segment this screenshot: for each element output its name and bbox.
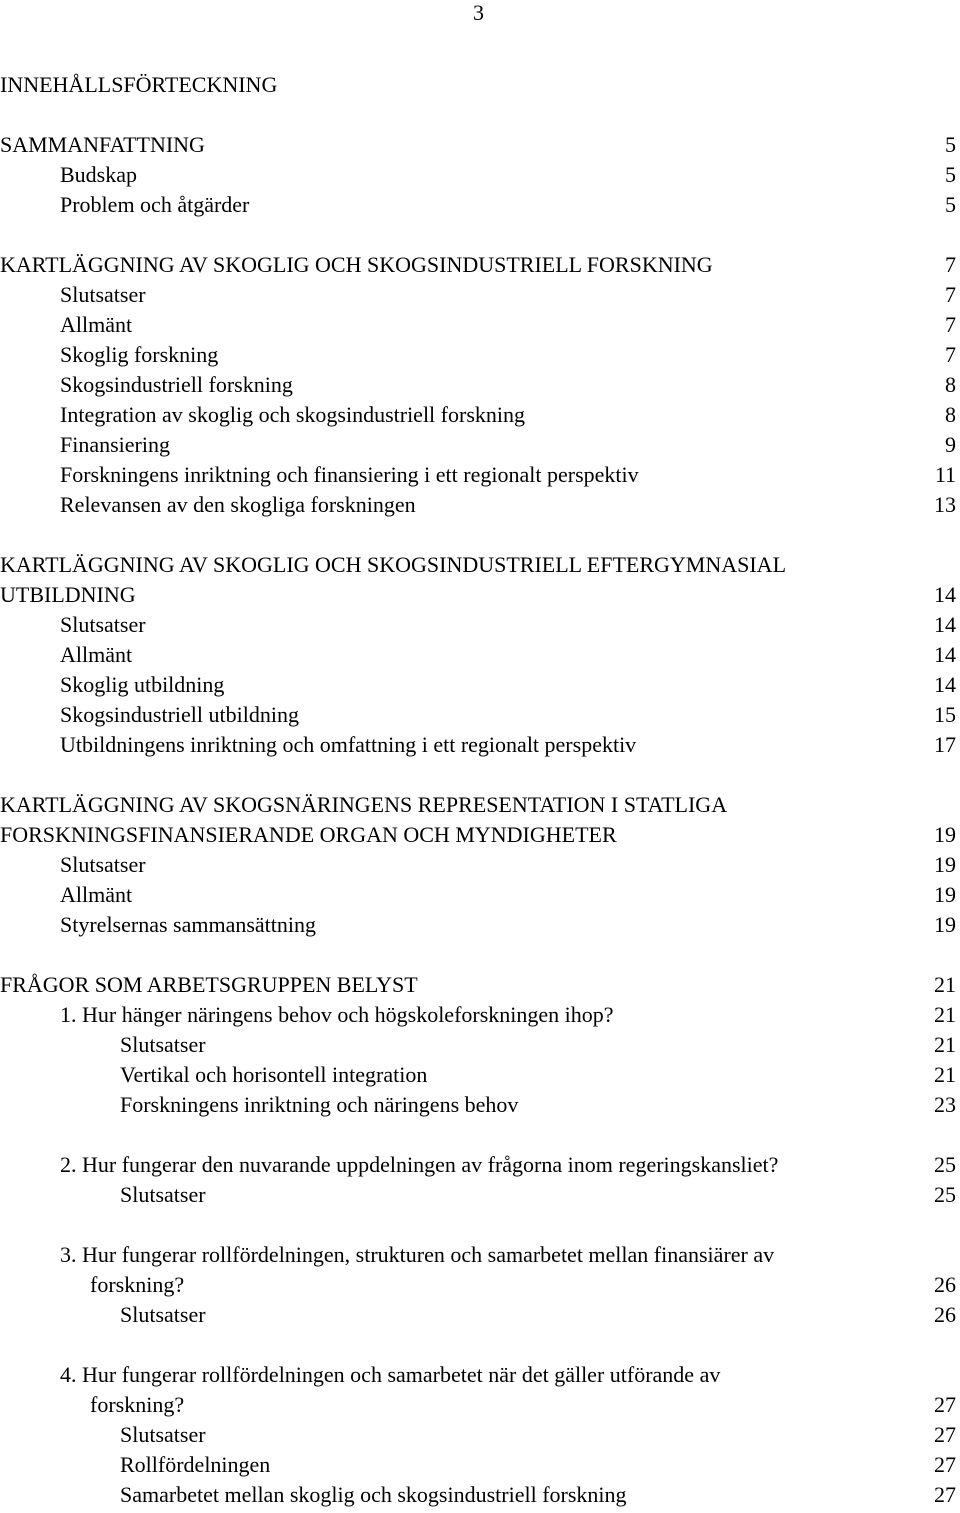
toc-entry-page: 25 — [934, 1152, 956, 1177]
toc-entry — [0, 702, 956, 732]
toc-entry-page: 27 — [934, 1482, 956, 1507]
toc-entry-page: 7 — [945, 282, 956, 307]
toc-entry-label: 2. Hur fungerar den nuvarande uppdelningen av frågorna inom regeringskansliet? — [60, 1152, 779, 1177]
toc-entry — [0, 792, 956, 822]
toc-entry-label: Skogsindustriell utbildning — [60, 702, 299, 727]
toc-entry — [0, 642, 956, 672]
toc-entry-label: Slutsatser — [120, 1422, 206, 1447]
toc-entry-label: Rollfördelningen — [120, 1452, 271, 1477]
toc-entry-page: 7 — [945, 252, 956, 277]
toc-entry — [0, 192, 956, 222]
toc-entry-label: forskning? — [90, 1392, 185, 1417]
toc-entry-label: KARTLÄGGNING AV SKOGSNÄRINGENS REPRESENTATION I STATLIGA — [0, 792, 728, 817]
toc-entry-label: 3. Hur fungerar rollfördelningen, strukturen och samarbetet mellan finansiärer av — [60, 1242, 775, 1267]
toc-entry-label: KARTLÄGGNING AV SKOGLIG OCH SKOGSINDUSTRIELL EFTERGYMNASIAL — [0, 552, 787, 577]
toc-entry-label: forskning? — [90, 1272, 185, 1297]
toc-entry-label: Forskningens inriktning och näringens behov — [120, 1092, 519, 1117]
toc-entry-label: SAMMANFATTNING — [0, 132, 205, 157]
toc-entry-page: 5 — [945, 192, 956, 217]
toc-entry-label: Styrelsernas sammansättning — [60, 912, 317, 937]
toc-entry-label: FORSKNINGSFINANSIERANDE ORGAN OCH MYNDIGHETER — [0, 822, 617, 847]
toc-entry-page: 27 — [934, 1392, 956, 1417]
toc-entry-page: 27 — [934, 1422, 956, 1447]
toc-entry-page: 23 — [934, 1092, 956, 1117]
toc-entry — [0, 282, 956, 312]
toc-entry-label: Slutsatser — [60, 282, 146, 307]
toc-entry-label: Vertikal och horisontell integration — [120, 1062, 428, 1087]
toc-entry — [0, 852, 956, 882]
toc-entry-label: Utbildningens inriktning och omfattning i ett regionalt perspektiv — [60, 732, 637, 757]
toc-entry-page: 14 — [934, 612, 956, 637]
toc-entry-page: 19 — [934, 882, 956, 907]
toc-entry — [0, 1452, 956, 1482]
toc-entry-page: 15 — [934, 702, 956, 727]
toc-entry — [0, 342, 956, 372]
toc-entry-page: 26 — [934, 1272, 956, 1297]
toc-entry — [0, 432, 956, 462]
toc-entry-label: Samarbetet mellan skoglig och skogsindustriell forskning — [120, 1482, 627, 1507]
toc-entry — [0, 1032, 956, 1062]
toc-entry — [0, 1392, 956, 1422]
toc-entry-label: Slutsatser — [120, 1182, 206, 1207]
toc-entry-page: 19 — [934, 852, 956, 877]
toc-entry — [0, 612, 956, 642]
toc-entry-label: UTBILDNING — [0, 582, 136, 607]
toc-entry-label: Slutsatser — [60, 612, 146, 637]
toc-entry-label: Relevansen av den skogliga forskningen — [60, 492, 416, 517]
page-number: 3 — [473, 0, 484, 25]
toc-entry-page: 26 — [934, 1302, 956, 1327]
toc-entry-label: 4. Hur fungerar rollfördelningen och samarbetet när det gäller utförande av — [60, 1362, 721, 1387]
toc-entry-label: Allmänt — [60, 642, 133, 667]
toc-entry — [0, 732, 956, 762]
toc-entry-page: 25 — [934, 1182, 956, 1207]
toc-entry-label: Problem och åtgärder — [60, 192, 250, 217]
toc-entry — [0, 582, 956, 612]
toc-entry — [0, 552, 956, 582]
toc-entry — [0, 672, 956, 702]
toc-entry — [0, 912, 956, 942]
toc-entry-page: 21 — [934, 1062, 956, 1087]
toc-entry-page: 9 — [945, 432, 956, 457]
toc-entry — [0, 492, 956, 522]
toc-entry — [0, 372, 956, 402]
toc-entry — [0, 1272, 956, 1302]
toc-entry — [0, 1482, 956, 1512]
toc-entry-label: Slutsatser — [120, 1302, 206, 1327]
toc-entry-label: KARTLÄGGNING AV SKOGLIG OCH SKOGSINDUSTRIELL FORSKNING — [0, 252, 713, 277]
toc-entry-page: 14 — [934, 642, 956, 667]
toc-entry-page: 13 — [934, 492, 956, 517]
toc-entry-page: 19 — [934, 912, 956, 937]
toc-entry-page: 11 — [934, 462, 956, 487]
toc-entry-label: Skogsindustriell forskning — [60, 372, 293, 397]
toc-entry — [0, 1362, 956, 1392]
toc-entry-label: Skoglig forskning — [60, 342, 219, 367]
toc-entry — [0, 1302, 956, 1332]
toc-entry-label: Integration av skoglig och skogsindustriell forskning — [60, 402, 525, 427]
toc-entry-label: Finansiering — [60, 432, 170, 457]
toc-entry-page: 21 — [934, 1032, 956, 1057]
toc-entry-label: Forskningens inriktning och finansiering i ett regionalt perspektiv — [60, 462, 639, 487]
toc-entry — [0, 1422, 956, 1452]
toc-entry — [0, 1152, 956, 1182]
toc-entry-label: Skoglig utbildning — [60, 672, 225, 697]
toc-entry-page: 19 — [934, 822, 956, 847]
toc-entry-page: 7 — [945, 312, 956, 337]
toc-entry-page: 8 — [945, 402, 956, 427]
toc-entry — [0, 1182, 956, 1212]
toc-entry-label: Budskap — [60, 162, 137, 187]
toc-entry-page: 14 — [934, 582, 956, 607]
toc-entry-page: 21 — [934, 972, 956, 997]
toc-entry-label: Slutsatser — [60, 852, 146, 877]
toc-entry — [0, 162, 956, 192]
toc-entry — [0, 882, 956, 912]
toc-entry-page: 27 — [934, 1452, 956, 1477]
toc-entry — [0, 1242, 956, 1272]
toc-entry — [0, 252, 956, 282]
toc-entry — [0, 1062, 956, 1092]
toc-entry — [0, 1092, 956, 1122]
toc-entry-page: 21 — [934, 1002, 956, 1027]
toc-entry-page: 17 — [934, 732, 956, 757]
toc-entry-page: 14 — [934, 672, 956, 697]
toc-entry — [0, 402, 956, 432]
toc-entry-page: 8 — [945, 372, 956, 397]
toc-entry — [0, 312, 956, 342]
toc-entry-label: Allmänt — [60, 882, 133, 907]
toc-entry-label: 1. Hur hänger näringens behov och högskoleforskningen ihop? — [60, 1002, 614, 1027]
toc-entry-page: 5 — [945, 162, 956, 187]
toc-entry-label: FRÅGOR SOM ARBETSGRUPPEN BELYST — [0, 972, 418, 997]
toc-entry-page: 5 — [945, 132, 956, 157]
toc-entry — [0, 972, 956, 1002]
toc-entry-page: 7 — [945, 342, 956, 367]
toc-entry-label: Allmänt — [60, 312, 133, 337]
toc-title: INNEHÅLLSFÖRTECKNING — [0, 72, 278, 97]
toc-entry — [0, 132, 956, 162]
toc-entry — [0, 1002, 956, 1032]
toc-entry-label: Slutsatser — [120, 1032, 206, 1057]
toc-entry — [0, 822, 956, 852]
toc-entry — [0, 462, 956, 492]
